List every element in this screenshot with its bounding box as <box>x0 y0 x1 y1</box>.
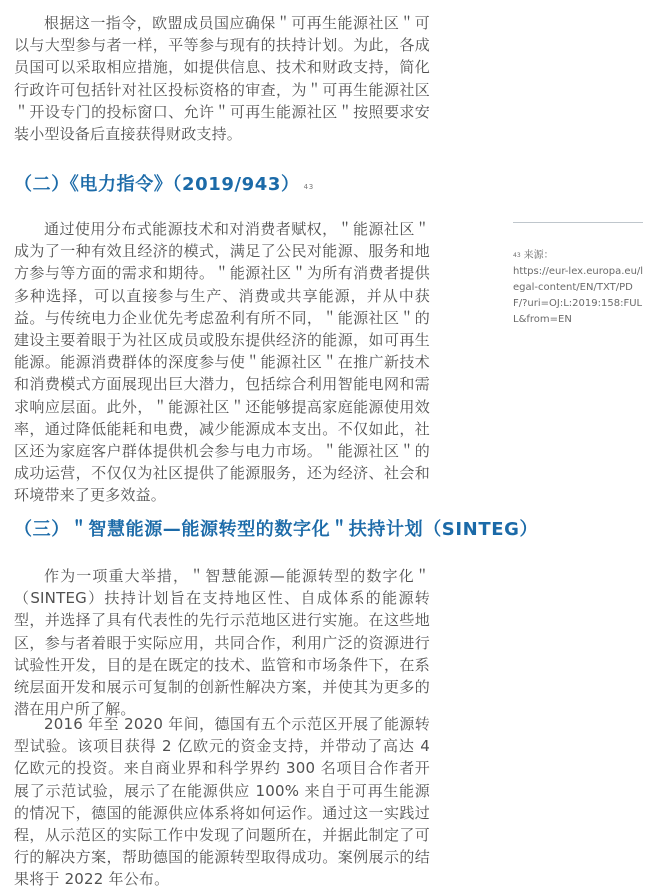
paragraph-electricity-directive: 通过使用分布式能源技术和对消费者赋权，＂能源社区＂成为了一种有效且经济的模式，满足了公民对能源、服务和地方参与等方面的需求和期待。＂能源社区＂为所有消费者提供多种选择，可以直接参与生产、消费或共享能源，并从中获益。与传统电力企业优先考虑盈利有所不同，＂能源社区＂的建设主要着眼于为社区成员或股东提供经济的能源，如可再生能源。能源消费群体的深度参与使＂能源社区＂在推广新技术和消费模式方面展现出巨大潜力，包括综合利用智能电网和需求响应层面。此外，＂能源社区＂还能够提高家庭能源使用效率，通过降低能耗和电费，减少能源成本支出。不仅如此，社区还为家庭客户群体提供机会参与电力市场。＂能源社区＂的成功运营，不仅仅为社区提供了能源服务，还为经济、社会和环境带来了更多效益。 <box>14 220 430 505</box>
footnote-reference[interactable]: 43 <box>303 183 314 191</box>
footnote-number: 43 <box>513 252 521 259</box>
section-heading-sinteg: （三）＂智慧能源—能源转型的数字化＂扶持计划（SINTEG） <box>14 519 539 540</box>
footnote <box>513 248 645 328</box>
section-heading-electricity-directive-text: （二）《电力指令》（2019/943） <box>14 174 300 195</box>
paragraph-sinteg-1: 作为一项重大举措，＂智慧能源—能源转型的数字化＂（SINTEG）扶持计划旨在支持地区性、自成体系的能源转型，并选择了具有代表性的先行示范地区进行实施。在这些地区，参与者着眼于实际应用，共同合作，利用广泛的资源进行试验性开发，目的是在既定的技术、监管和市场条件下，在系统层面开发和展示可复制的创新性解决方案，并使其为更多的潜在用户所了解。 <box>14 567 430 719</box>
section-heading-electricity-directive <box>14 173 314 197</box>
footnote-divider <box>513 222 643 223</box>
footnote-source-link[interactable]: https://eur-lex.europa.eu/legal-content/EN/TXT/PDF/?uri=OJ:L:2019:158:FULL&from=EN <box>513 266 644 325</box>
paragraph-intro: 根据这一指令，欧盟成员国应确保＂可再生能源社区＂可以与大型参与者一样，平等参与现有的扶持计划。为此，各成员国可以采取相应措施，如提供信息、技术和财政支持，简化行政许可包括针对社区投标资格的审查，为＂可再生能源社区＂开设专门的投标窗口、允许＂可再生能源社区＂按照要求安装小型设备后直接获得财政支持。 <box>14 14 430 144</box>
footnote-label: 来源： <box>523 250 554 261</box>
paragraph-sinteg-2: 2016 年至 2020 年间，德国有五个示范区开展了能源转型试验。该项目获得 2 亿欧元的资金支持，并带动了高达 4 亿欧元的投资。来自商业界和科学界约 300 名项目合作者开展了示范试验，展示了在能源供应 100% 来自于可再生能源的情况下，德国的能源供应体系将如何运作。通过这一实践过程，从示范区的实际工作中发现了问题所在，并据此制定了可行的解决方案，帮助德国的能源转型取得成功。案例展示的结果将于 2022 年公布。 <box>14 715 430 889</box>
